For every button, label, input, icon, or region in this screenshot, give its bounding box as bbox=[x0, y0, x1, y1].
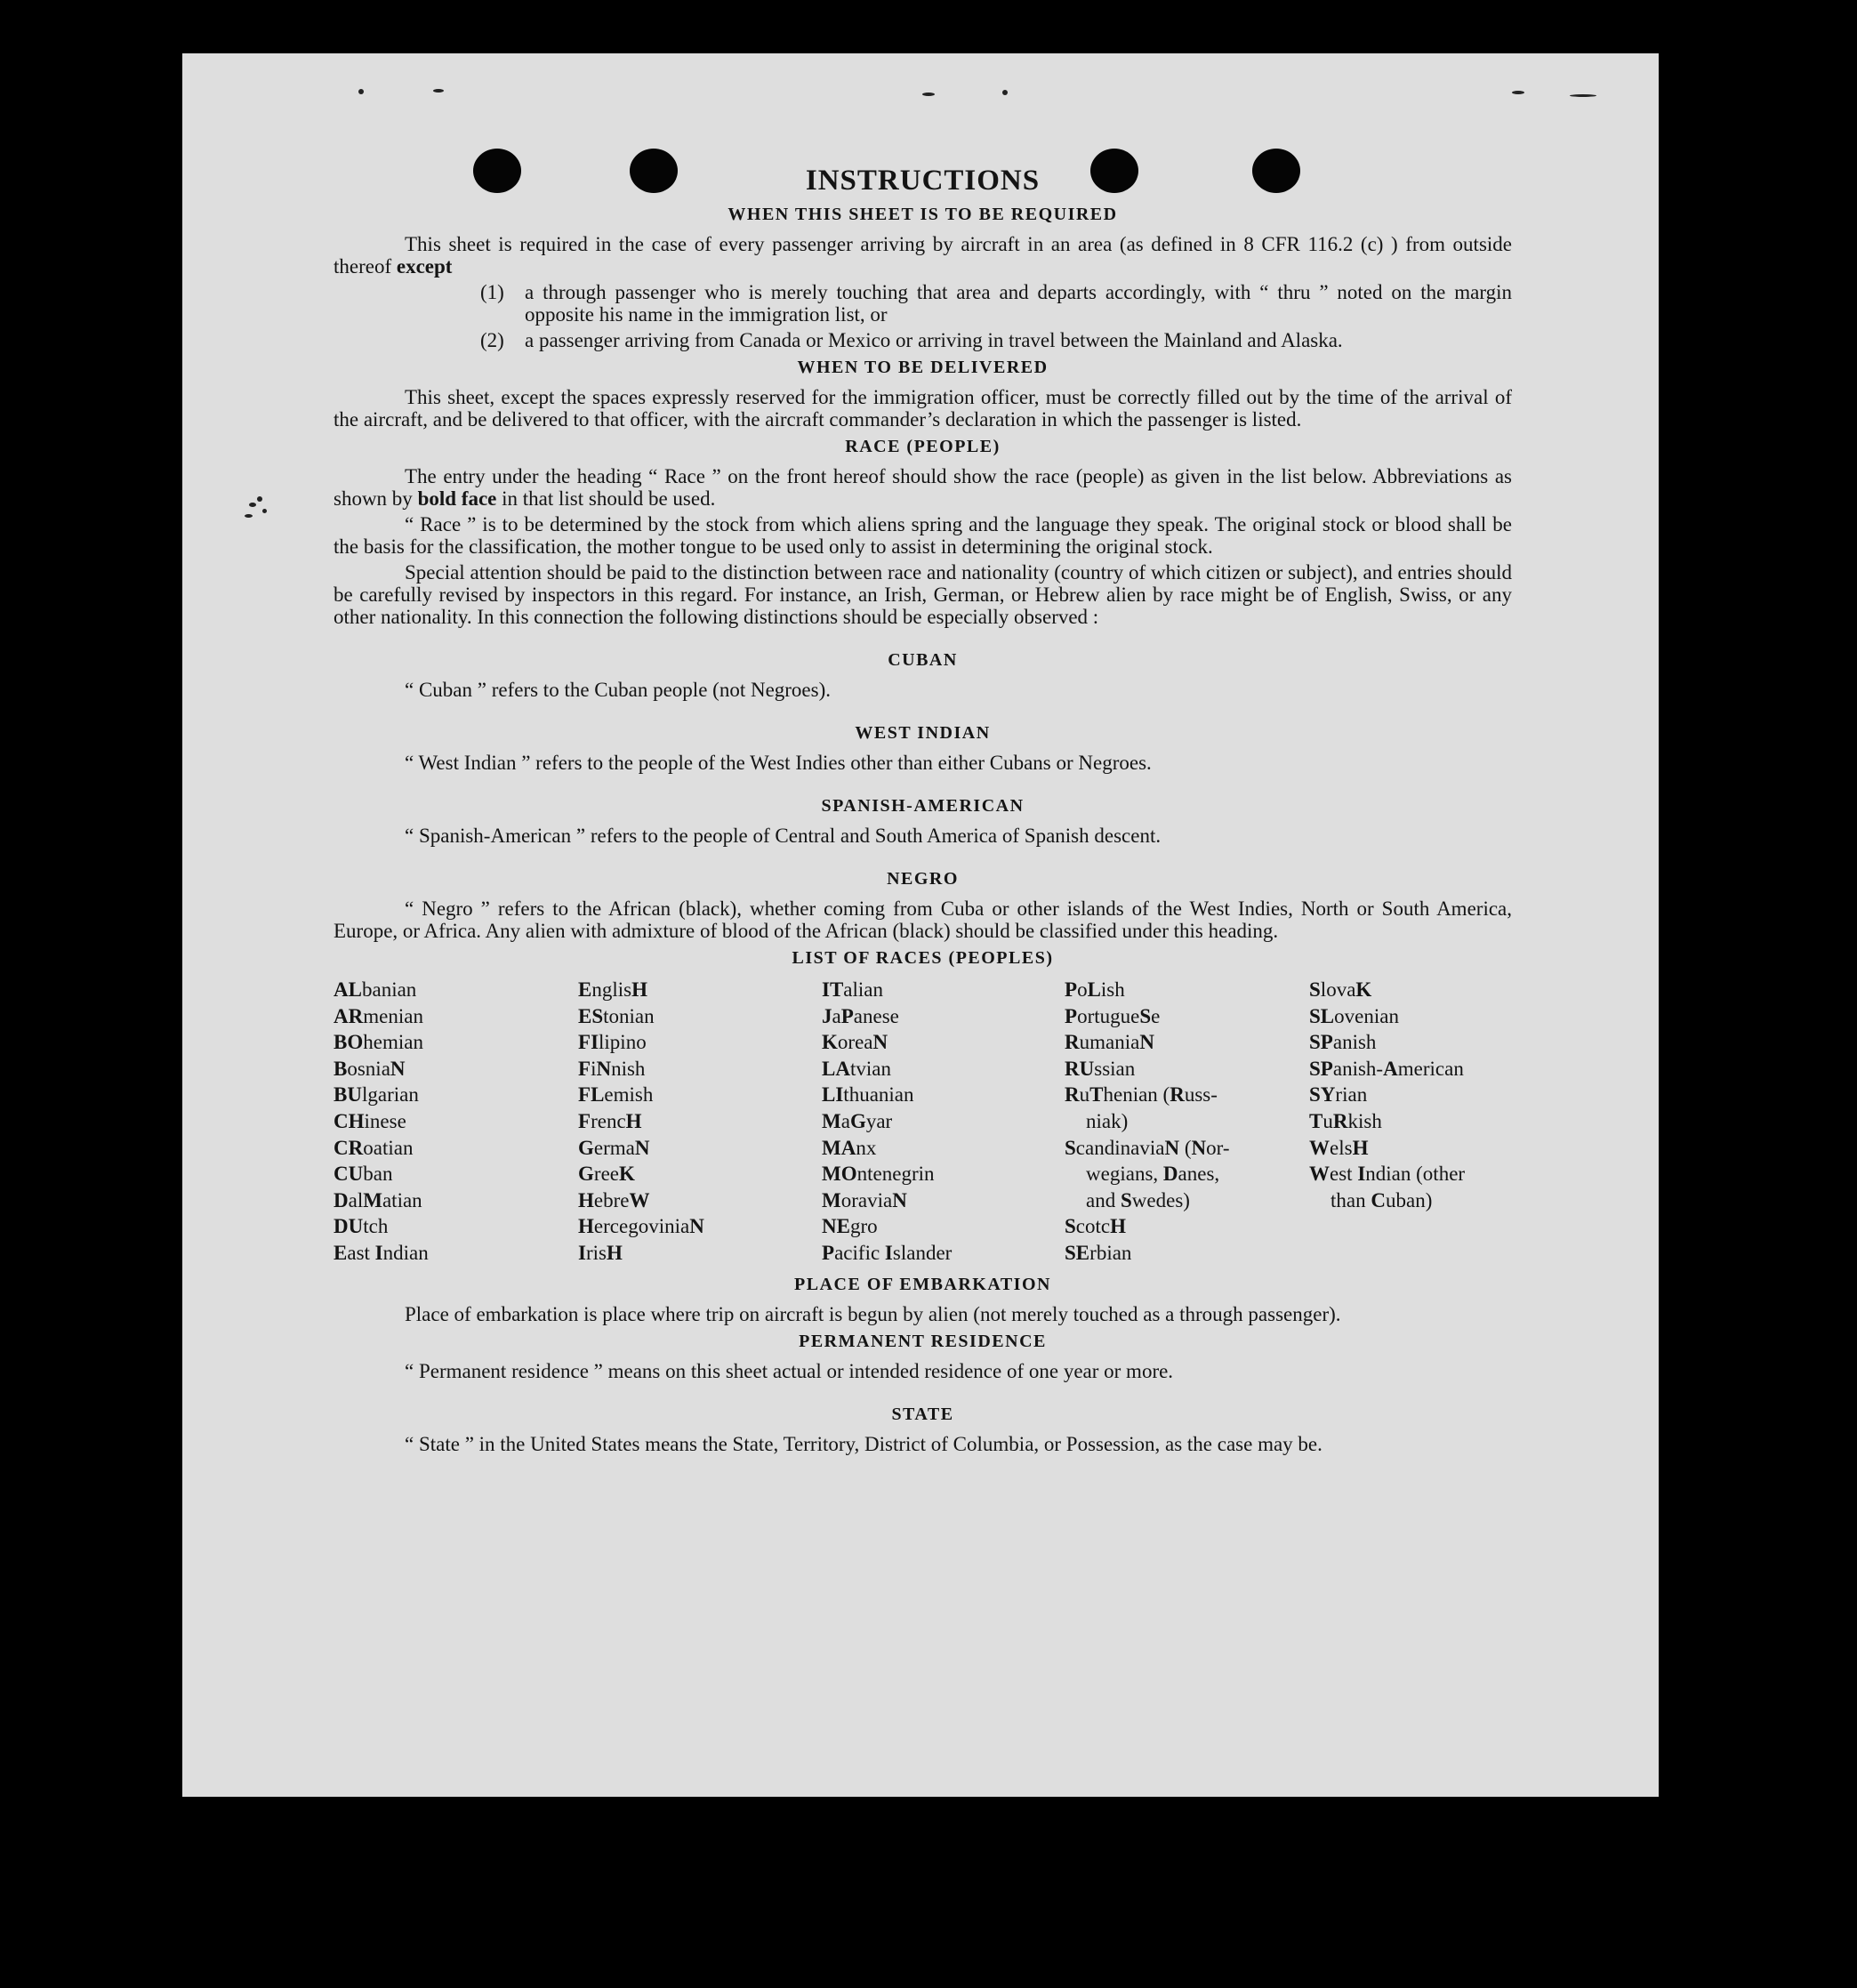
race-entry: FLemish bbox=[578, 1083, 654, 1107]
race-entry: WelsH bbox=[1309, 1136, 1369, 1159]
race-entry: ARmenian bbox=[334, 1004, 423, 1027]
race-entry: GermaN bbox=[578, 1136, 650, 1159]
section-heading-races-list: LIST OF RACES (PEOPLES) bbox=[792, 948, 1054, 968]
race-entry: ScotcH bbox=[1065, 1215, 1127, 1238]
section-heading-residence: PERMANENT RESIDENCE bbox=[799, 1331, 1047, 1351]
ink-speck bbox=[358, 89, 364, 94]
residence-text: “ Permanent residence ” means on this sheet actual or intended residence of one year or more. bbox=[405, 1359, 1174, 1382]
race-entry: HebreW bbox=[578, 1188, 650, 1211]
ink-speck bbox=[1512, 91, 1524, 94]
race-entry: LAtvian bbox=[822, 1057, 891, 1080]
ink-speck bbox=[1570, 94, 1596, 97]
races-column bbox=[1309, 977, 1512, 1267]
ink-speck bbox=[262, 509, 267, 513]
race-entry: FrencH bbox=[578, 1109, 642, 1132]
race-entry: SPanish-American bbox=[1309, 1057, 1464, 1080]
ink-speck bbox=[1002, 90, 1008, 95]
race-entry: than Cuban) bbox=[1330, 1188, 1433, 1211]
negro-text: “ Negro ” refers to the African (black), whether coming from Cuba or other islands of the West Indies, North or South America, Europe, or Africa. Any alien with admixture of blood of the African (black) should be classified under this heading. bbox=[334, 897, 1512, 942]
race-entry: SYrian bbox=[1309, 1083, 1368, 1107]
delivered-text: This sheet, except the spaces expressly reserved for the immigration officer, must be correctly filled out by the time of the arrival of the aircraft, and be delivered to that officer, with the aircraft commander’s declaration in which the passenger is listed. bbox=[334, 386, 1512, 431]
race-entry: MaGyar bbox=[822, 1109, 893, 1132]
race-entry: TuRkish bbox=[1309, 1109, 1382, 1132]
exception-item: (2) a passenger arriving from Canada or Mexico or arriving in travel between the Mainland and Alaska. bbox=[480, 329, 1343, 351]
race-entry: BOhemian bbox=[334, 1031, 423, 1054]
races-column bbox=[1065, 977, 1309, 1267]
race-entry: HercegoviniaN bbox=[578, 1215, 704, 1238]
race-entry: EnglisH bbox=[578, 978, 647, 1001]
race-entry: ITalian bbox=[822, 978, 884, 1001]
race-entry: and Swedes) bbox=[1086, 1188, 1190, 1211]
race-entry: West Indian (other bbox=[1309, 1163, 1466, 1186]
race-entry: SPanish bbox=[1309, 1031, 1377, 1054]
race-entry: MoraviaN bbox=[822, 1188, 907, 1211]
race-entry: SLovenian bbox=[1309, 1004, 1399, 1027]
race-entry: JaPanese bbox=[822, 1004, 899, 1027]
section-heading-embarkation: PLACE OF EMBARKATION bbox=[794, 1274, 1051, 1294]
race-paragraph: The entry under the heading “ Race ” on the front hereof should show the race (people) as given in the list below. Abbreviations as shown by bold face in that list should be used. bbox=[334, 465, 1512, 510]
ink-speck bbox=[249, 503, 256, 507]
race-entry: KoreaN bbox=[822, 1031, 888, 1054]
ink-speck bbox=[433, 89, 444, 93]
page-title: INSTRUCTIONS bbox=[805, 165, 1041, 197]
section-heading-required: WHEN THIS SHEET IS TO BE REQUIRED bbox=[728, 205, 1118, 224]
race-entry: FIlipino bbox=[578, 1031, 647, 1054]
race-entry: NEgro bbox=[822, 1215, 878, 1238]
exception-item: (1) a through passenger who is merely touching that area and departs accordingly, with “ thru ” noted on the margin opposite his name in the immigration list, or bbox=[480, 281, 1512, 326]
race-entry: wegians, Danes, bbox=[1086, 1163, 1220, 1186]
race-entry: DalMatian bbox=[334, 1188, 422, 1211]
race-entry: SlovaK bbox=[1309, 978, 1372, 1001]
races-list bbox=[334, 977, 1512, 1267]
race-entry: GreeK bbox=[578, 1163, 635, 1186]
section-heading-delivered: WHEN TO BE DELIVERED bbox=[797, 358, 1049, 377]
race-entry: PoLish bbox=[1065, 978, 1125, 1001]
section-heading-west-indian: WEST INDIAN bbox=[855, 723, 991, 743]
race-entry: BosniaN bbox=[334, 1057, 406, 1080]
section-heading-race: RACE (PEOPLE) bbox=[845, 437, 1001, 456]
race-entry: LIthuanian bbox=[822, 1083, 914, 1107]
race-entry: PortugueSe bbox=[1065, 1004, 1161, 1027]
section-heading-state: STATE bbox=[891, 1404, 954, 1424]
required-intro: This sheet is required in the case of every passenger arriving by aircraft in an area (as defined in 8 CFR 116.2 (c) ) from outside thereof except bbox=[334, 233, 1512, 278]
race-entry: DUtch bbox=[334, 1215, 389, 1238]
race-entry: Pacific Islander bbox=[822, 1241, 953, 1264]
ink-speck bbox=[922, 93, 935, 96]
race-paragraph: Special attention should be paid to the distinction between race and nationality (country of which citizen or subject), and entries should be carefully revised by inspectors in this regard. For instance, an Irish, German, or Hebrew alien by race might be of English, Swiss, or any other nationality. In this connection the following distinctions should be especially observed : bbox=[334, 561, 1512, 628]
race-entry: EStonian bbox=[578, 1004, 655, 1027]
race-paragraph: “ Race ” is to be determined by the stock from which aliens spring and the language they speak. The original stock or blood shall be the basis for the classification, the mother tongue to be used only to assist in determining the original stock. bbox=[334, 513, 1512, 558]
state-text: “ State ” in the United States means the State, Territory, District of Columbia, or Possession, as the case may be. bbox=[405, 1432, 1322, 1455]
instructions-text bbox=[334, 165, 1512, 1459]
race-entry: ALbanian bbox=[334, 978, 417, 1001]
race-entry: CUban bbox=[334, 1163, 393, 1186]
cuban-text: “ Cuban ” refers to the Cuban people (not Negroes). bbox=[405, 679, 832, 701]
race-entry: CHinese bbox=[334, 1109, 406, 1132]
race-entry: RUssian bbox=[1065, 1057, 1136, 1080]
spanish-american-text: “ Spanish-American ” refers to the people of Central and South America of Spanish descent. bbox=[405, 825, 1162, 847]
race-entry: MAnx bbox=[822, 1136, 877, 1159]
race-entry: ScandinaviaN (Nor- bbox=[1065, 1136, 1230, 1159]
race-entry: SErbian bbox=[1065, 1241, 1132, 1264]
races-column bbox=[334, 977, 578, 1267]
west-indian-text: “ West Indian ” refers to the people of the West Indies other than either Cubans or Negroes. bbox=[405, 752, 1152, 774]
embarkation-text: Place of embarkation is place where trip on aircraft is begun by alien (not merely touched as a through passenger). bbox=[405, 1302, 1341, 1325]
section-heading-negro: NEGRO bbox=[887, 869, 959, 889]
race-entry: RuThenian (Russ- bbox=[1065, 1083, 1218, 1107]
section-heading-cuban: CUBAN bbox=[888, 650, 958, 670]
race-entry: East Indian bbox=[334, 1241, 429, 1264]
ink-speck bbox=[245, 514, 253, 518]
race-entry: CRoatian bbox=[334, 1136, 414, 1159]
races-column bbox=[822, 977, 1065, 1267]
section-heading-spanish-american: SPANISH-AMERICAN bbox=[821, 796, 1025, 816]
races-column bbox=[578, 977, 822, 1267]
race-entry: RumaniaN bbox=[1065, 1031, 1154, 1054]
race-entry: MOntenegrin bbox=[822, 1163, 935, 1186]
ink-speck bbox=[257, 496, 262, 502]
race-entry: BUlgarian bbox=[334, 1083, 419, 1107]
race-entry: FiNnish bbox=[578, 1057, 646, 1080]
race-entry: IrisH bbox=[578, 1241, 623, 1264]
race-entry: niak) bbox=[1086, 1109, 1129, 1132]
